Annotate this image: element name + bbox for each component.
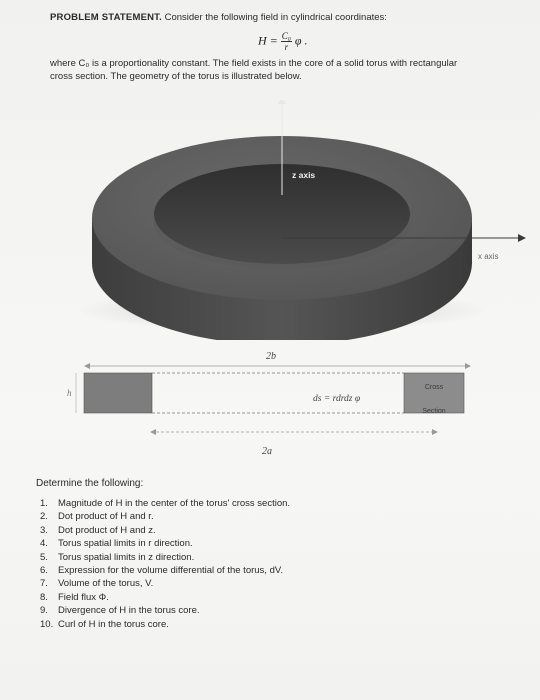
dimension-2b-label: 2b	[266, 351, 276, 362]
field-equation: H = $\frac{\text{C₀}}{r}$ φ .	[258, 31, 308, 52]
dimension-2a-label: 2a	[262, 446, 272, 457]
equation-lhs: H	[258, 33, 267, 48]
dimension-2a-right-arrow	[432, 429, 438, 435]
x-axis-label: x axis	[478, 252, 499, 261]
problem-statement	[50, 12, 510, 24]
problem-label: PROBLEM STATEMENT.	[50, 12, 162, 23]
left-cross-section	[84, 373, 152, 413]
equation-rhs: φ .	[294, 33, 308, 48]
equation-numerator: C₀	[281, 31, 291, 41]
list-item: 9. Divergence of H in the torus core.	[40, 605, 200, 617]
list-item: 6. Expression for the volume differential of the torus, dV.	[40, 564, 283, 576]
equation-fraction	[281, 31, 292, 52]
problem-paragraph: where C₀ is a proportionality constant. The field exists in the core of a solid torus with rectangular cross section. The geometry of the torus is illustrated below.	[50, 58, 458, 82]
dimension-h-label: h	[67, 388, 72, 398]
dimension-2a-left-arrow	[150, 429, 156, 435]
list-item: 4. Torus spatial limits in r direction.	[40, 538, 193, 550]
z-axis-arrow	[278, 100, 286, 104]
list-item: 7. Volume of the torus, V.	[40, 578, 154, 590]
list-item: 5. Torus spatial limits in z direction.	[40, 551, 195, 563]
dimension-2b-left-arrow	[84, 363, 90, 369]
x-axis-arrow	[518, 234, 526, 242]
cross-label: Cross	[424, 384, 444, 391]
right-cross-section	[404, 373, 464, 413]
list-item: 10. Curl of H in the torus core.	[40, 618, 169, 630]
list-item: 8. Field flux Φ.	[40, 591, 109, 603]
equation-denominator: r	[284, 42, 289, 52]
task-list	[40, 497, 290, 631]
dimension-2b-right-arrow	[465, 363, 471, 369]
torus-illustration	[0, 100, 540, 340]
tasks-heading: Determine the following:	[36, 478, 144, 489]
list-item: 1. Magnitude of H in the center of the torus' cross section.	[40, 498, 291, 509]
section-label: Section	[422, 408, 446, 415]
list-item: 3. Dot product of H and z.	[40, 524, 156, 536]
z-axis-label: z axis	[292, 170, 316, 180]
surface-differential-label: ds = rdrdz φ	[313, 394, 361, 404]
problem-intro: Consider the following field in cylindrical coordinates:	[164, 12, 387, 23]
list-item: 2. Dot product of H and r.	[40, 511, 154, 523]
